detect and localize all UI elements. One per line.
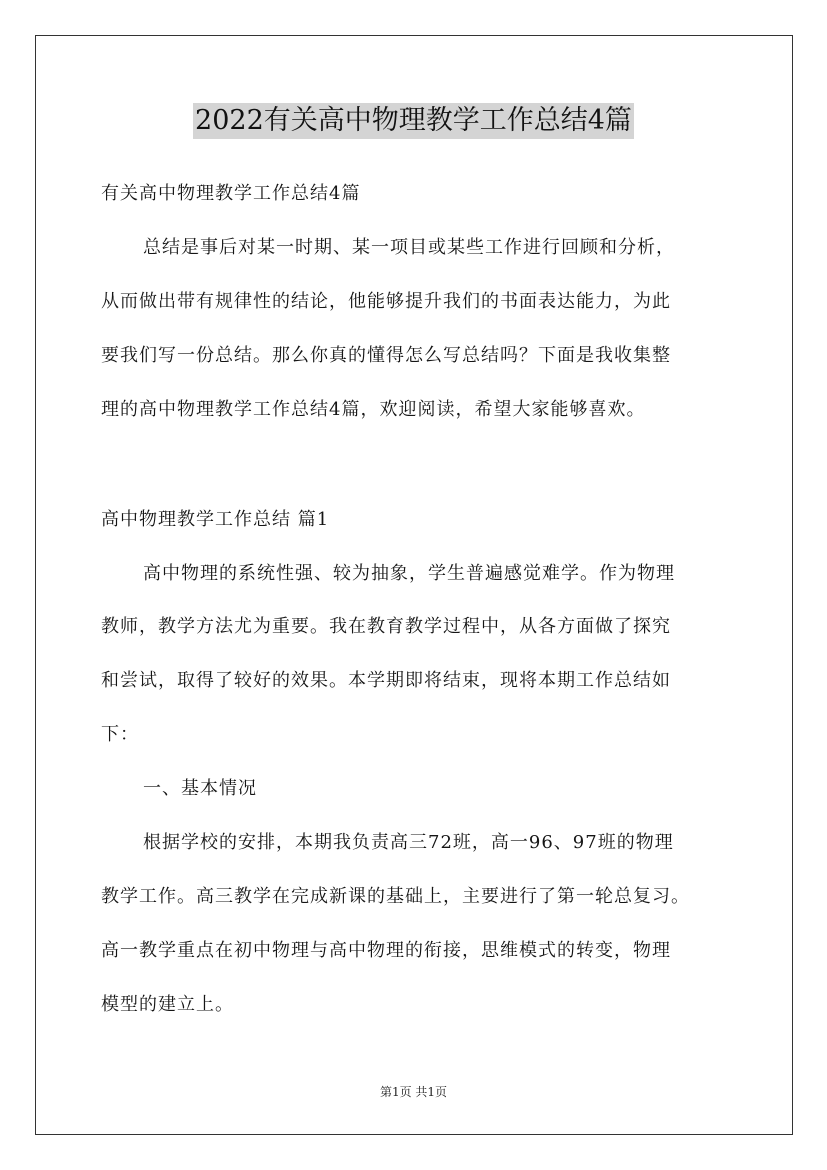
paragraph1-line-1[interactable]: 高中物理的系统性强、较为抽象，学生普遍感觉难学。作为物理 [143,563,675,584]
document-title[interactable]: 2022有关高中物理教学工作总结4篇 [193,103,634,139]
intro-line-1[interactable]: 总结是事后对某一时期、某一项目或某些工作进行回顾和分析， [143,237,675,258]
paragraph2-line-1[interactable]: 根据学校的安排，本期我负责高三72班，高一96、97班的物理 [143,832,674,853]
page-footer [0,1084,827,1100]
intro-line-3[interactable]: 要我们写一份总结。那么你真的懂得怎么写总结吗？下面是我收集整 [101,345,671,366]
paragraph1-line-4[interactable]: 下： [101,724,139,745]
paragraph2-line-4[interactable]: 模型的建立上。 [101,994,234,1015]
paragraph1-line-2[interactable]: 教师，教学方法尤为重要。我在教育教学过程中，从各方面做了探究 [101,616,671,637]
intro-line-2[interactable]: 从而做出带有规律性的结论，他能够提升我们的书面表达能力，为此 [101,291,671,312]
subheading-basic-situation[interactable]: 一、基本情况 [143,778,257,799]
section-heading[interactable]: 高中物理教学工作总结 篇1 [101,509,330,530]
title-container [0,103,827,139]
document-subtitle[interactable]: 有关高中物理教学工作总结4篇 [101,183,361,204]
intro-line-4[interactable]: 理的高中物理教学工作总结4篇，欢迎阅读，希望大家能够喜欢。 [101,399,646,420]
paragraph2-line-2[interactable]: 教学工作。高三教学在完成新课的基础上，主要进行了第一轮总复习。 [101,886,690,907]
page-number: 第1页 共1页 [379,1085,448,1099]
paragraph2-line-3[interactable]: 高一教学重点在初中物理与高中物理的衔接，思维模式的转变，物理 [101,940,671,961]
paragraph1-line-3[interactable]: 和尝试，取得了较好的效果。本学期即将结束，现将本期工作总结如 [101,670,671,691]
